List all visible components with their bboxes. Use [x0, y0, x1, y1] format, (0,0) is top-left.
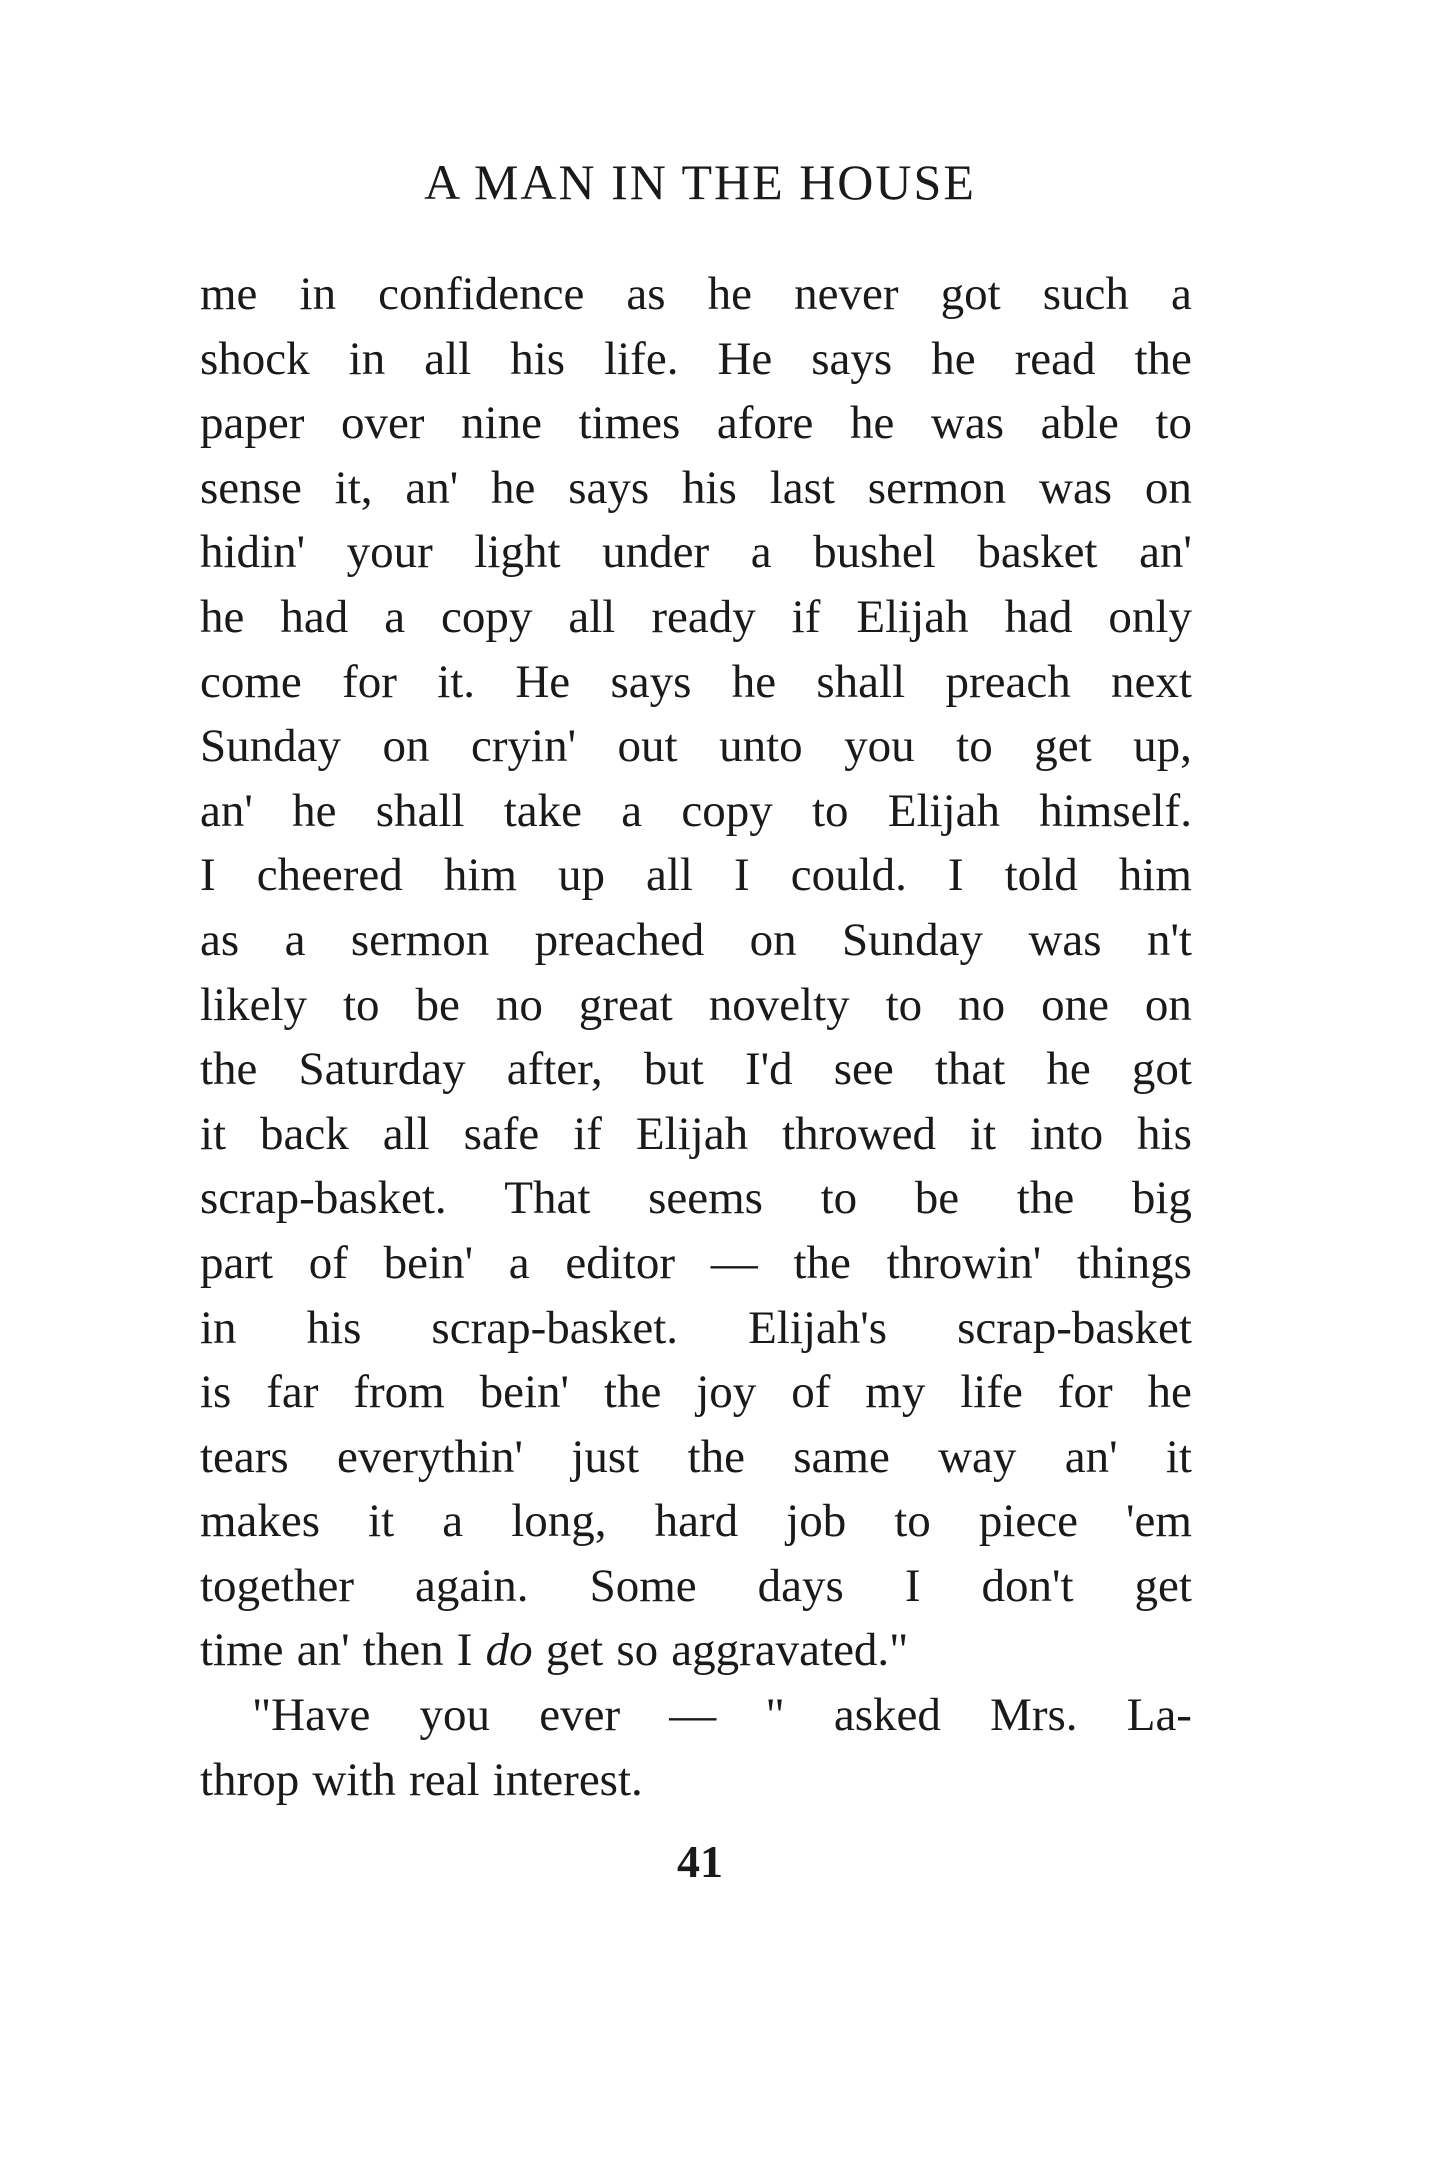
text-line [200, 1618, 1192, 1683]
word: get [1134, 1559, 1192, 1612]
word: all [424, 332, 472, 385]
word: throwed [782, 1107, 937, 1160]
word: he [707, 268, 753, 320]
word: he [1147, 1366, 1192, 1419]
word: cheered [256, 849, 403, 902]
word: it [200, 1107, 227, 1160]
word: come [200, 655, 302, 708]
word: big [1131, 1172, 1192, 1225]
word: told [1004, 849, 1078, 902]
word: ready [651, 590, 756, 643]
word: a [621, 784, 643, 837]
word: likely [200, 978, 308, 1031]
word: his [306, 1301, 362, 1354]
text-line [200, 391, 1192, 456]
text-line [200, 779, 1192, 844]
word: he [731, 655, 777, 708]
text-line [200, 650, 1192, 715]
word: nine [461, 397, 542, 450]
word: La- [1126, 1689, 1192, 1742]
word: far [266, 1366, 319, 1419]
word: is [200, 1366, 232, 1419]
word: then [362, 1624, 444, 1677]
word: he [849, 397, 895, 450]
word: into [1030, 1107, 1104, 1160]
word: safe [463, 1107, 540, 1160]
text-line [200, 1748, 1192, 1813]
word: "Have [252, 1689, 371, 1742]
word: don't [981, 1559, 1074, 1612]
word: for [342, 655, 397, 708]
word: long, [511, 1495, 607, 1548]
word: unto [719, 720, 803, 773]
word: his [682, 461, 737, 514]
word: only [1108, 590, 1192, 643]
word: I [734, 849, 750, 902]
text-line [200, 456, 1192, 521]
word: a [1171, 268, 1192, 320]
word: an' [296, 1624, 350, 1677]
word: sermon [350, 913, 490, 966]
word: it. [437, 655, 476, 708]
word: 'em [1126, 1495, 1192, 1548]
word: him [443, 849, 517, 902]
word: you [419, 1689, 491, 1742]
text-line [200, 1554, 1192, 1619]
word: one [1041, 978, 1109, 1031]
word: my [865, 1366, 926, 1419]
word: Elijah's [748, 1301, 888, 1354]
word: great [578, 978, 673, 1031]
word: real [409, 1753, 480, 1806]
text-line [200, 1102, 1192, 1167]
word: an' [1064, 1430, 1118, 1483]
word: everythin' [337, 1430, 523, 1483]
word: That [504, 1172, 591, 1225]
word: bushel [813, 526, 936, 579]
word: his [510, 332, 566, 385]
word: basket [977, 526, 1098, 579]
word: for [1057, 1366, 1113, 1419]
word: your [346, 526, 433, 579]
word: I [904, 1559, 921, 1612]
word: the [793, 1236, 851, 1289]
word: says [568, 461, 650, 514]
word: — [710, 1236, 758, 1289]
word: to [811, 784, 849, 837]
word: joy [696, 1366, 757, 1419]
word: the [1016, 1172, 1075, 1225]
word: as [200, 913, 240, 966]
word: Sunday [842, 913, 984, 966]
word: asked [833, 1689, 941, 1742]
word: if [573, 1107, 602, 1160]
word: Saturday [298, 1043, 466, 1096]
word: so [616, 1624, 659, 1677]
word: had [1004, 590, 1073, 643]
word: says [811, 332, 893, 385]
word: it [368, 1495, 395, 1548]
word: up, [1133, 720, 1192, 773]
word: shock [200, 332, 310, 385]
word: was [1028, 913, 1102, 966]
word: to [1155, 397, 1192, 450]
word: Some [589, 1559, 697, 1612]
word: Elijah [856, 590, 969, 643]
word: He [515, 655, 571, 708]
word: times [578, 397, 681, 450]
word: in [200, 1301, 237, 1354]
word: you [844, 720, 915, 773]
text-line [200, 327, 1192, 392]
word: days [757, 1559, 844, 1612]
text-line [200, 908, 1192, 973]
text-line [200, 1360, 1192, 1425]
word: hidin' [200, 526, 306, 579]
word: aggravated." [671, 1624, 909, 1677]
text-line [200, 714, 1192, 779]
word: shall [375, 784, 465, 837]
word: a [284, 913, 306, 966]
text-line [200, 1166, 1192, 1231]
word: light [474, 526, 561, 579]
word: scrap-basket [957, 1301, 1192, 1354]
word: Sunday [200, 720, 341, 773]
word: says [610, 655, 692, 708]
word: a [384, 590, 406, 643]
word: had [280, 590, 349, 643]
text-line [200, 973, 1192, 1038]
word: scrap-basket. [200, 1172, 447, 1225]
word: " [765, 1689, 785, 1742]
word: no [958, 978, 1006, 1031]
word: way [938, 1430, 1017, 1483]
word: Elijah [887, 784, 1000, 837]
word: it [969, 1107, 997, 1160]
word: was [1039, 461, 1113, 514]
word: could. [790, 849, 907, 902]
word: never [794, 268, 899, 320]
word: do [485, 1624, 533, 1677]
word: last [769, 461, 835, 514]
word: copy [681, 784, 773, 837]
word: was [930, 397, 1005, 450]
word: up [557, 849, 605, 902]
word: it, [334, 461, 373, 514]
word: all [568, 590, 616, 643]
word: got [940, 268, 1001, 320]
word: again. [415, 1559, 529, 1612]
word: his [1137, 1107, 1192, 1160]
text-line [200, 1231, 1192, 1296]
word: I'd [744, 1043, 793, 1096]
word: an' [405, 461, 459, 514]
word: the [687, 1430, 745, 1483]
word: that [934, 1043, 1006, 1096]
word: but [643, 1043, 704, 1096]
word: the [603, 1366, 662, 1419]
word: next [1111, 655, 1192, 708]
word: to [885, 978, 923, 1031]
word: himself. [1039, 784, 1192, 837]
word: be [415, 978, 460, 1031]
word: cryin' [471, 720, 577, 773]
word: copy [441, 590, 533, 643]
word: bein' [479, 1366, 570, 1419]
word: on [382, 720, 430, 773]
word: in [299, 268, 337, 320]
text-line [200, 520, 1192, 585]
word: him [1118, 849, 1192, 902]
word: confidence [378, 268, 585, 320]
word: seems [648, 1172, 763, 1225]
word: sermon [867, 461, 1007, 514]
word: together [200, 1559, 354, 1612]
word: shall [816, 655, 906, 708]
word: me [200, 268, 258, 320]
word: see [833, 1043, 894, 1096]
word: Elijah [635, 1107, 749, 1160]
word: of [791, 1366, 831, 1419]
word: back [260, 1107, 349, 1160]
word: part [200, 1236, 274, 1289]
word: sense [200, 461, 302, 514]
word: from [353, 1366, 445, 1419]
word: get [1034, 720, 1092, 773]
word: time [200, 1624, 284, 1677]
word: He [717, 332, 773, 385]
word: scrap-basket. [431, 1301, 679, 1354]
word: a [750, 526, 772, 579]
word: on [1144, 978, 1192, 1031]
text-line [200, 585, 1192, 650]
word: to [343, 978, 380, 1031]
word: a [442, 1495, 464, 1548]
word: get [545, 1624, 604, 1677]
word: a [508, 1236, 530, 1289]
word: bein' [383, 1236, 474, 1289]
word: out [617, 720, 678, 773]
word: interest. [492, 1753, 643, 1806]
word: afore [716, 397, 814, 450]
word: read [1014, 332, 1096, 385]
word: if [791, 590, 821, 643]
page-number: 41 [677, 1836, 723, 1887]
word: I [947, 849, 964, 902]
word: to [956, 720, 993, 773]
word: tears [200, 1430, 289, 1483]
word: no [495, 978, 543, 1031]
word: throwin' [886, 1236, 1042, 1289]
word: take [503, 784, 582, 837]
word: throp [200, 1753, 300, 1806]
word: makes [200, 1495, 321, 1548]
word: as [626, 268, 666, 320]
word: editor [565, 1236, 676, 1289]
word: after, [506, 1043, 603, 1096]
word: life [960, 1366, 1023, 1419]
word: — [669, 1689, 717, 1742]
word: on [1144, 461, 1192, 514]
word: life. [604, 332, 679, 385]
word: he [1046, 1043, 1091, 1096]
text-line [200, 262, 1192, 327]
word: job [786, 1495, 847, 1548]
word: be [914, 1172, 960, 1225]
word: it [1165, 1430, 1192, 1483]
word: I [456, 1624, 473, 1677]
word: over [340, 397, 425, 450]
word: got [1131, 1043, 1192, 1096]
text-line [200, 1296, 1192, 1361]
word: the [1134, 332, 1192, 385]
word: Mrs. [990, 1689, 1078, 1742]
text-line [200, 1037, 1192, 1102]
word: just [571, 1430, 640, 1483]
word: novelty [708, 978, 850, 1031]
word: things [1077, 1236, 1192, 1289]
word: ever [539, 1689, 621, 1742]
word: same [793, 1430, 890, 1483]
word: he [200, 590, 245, 643]
text-line [200, 1683, 1192, 1748]
word: paper [200, 397, 305, 450]
word: all [646, 849, 693, 902]
word: under [602, 526, 710, 579]
word: an' [200, 784, 253, 837]
word: I [200, 849, 216, 902]
word: able [1040, 397, 1119, 450]
text-line [200, 843, 1192, 908]
word: with [312, 1753, 396, 1806]
running-head: A MAN IN THE HOUSE [424, 154, 976, 210]
word: the [200, 1043, 258, 1096]
text-line [200, 1489, 1192, 1554]
word: he [931, 332, 976, 385]
word: hard [654, 1495, 739, 1548]
word: preach [945, 655, 1071, 708]
word: such [1042, 268, 1129, 320]
word: to [820, 1172, 858, 1225]
body-text [200, 262, 1192, 1812]
word: on [749, 913, 797, 966]
word: in [348, 332, 386, 385]
word: preached [534, 913, 705, 966]
word: piece [978, 1495, 1078, 1548]
word: he [491, 461, 536, 514]
word: he [292, 784, 337, 837]
word: of [308, 1236, 348, 1289]
text-line [200, 1425, 1192, 1490]
word: to [894, 1495, 931, 1548]
word: all [382, 1107, 430, 1160]
word: an' [1139, 526, 1192, 579]
word: n't [1146, 913, 1192, 966]
